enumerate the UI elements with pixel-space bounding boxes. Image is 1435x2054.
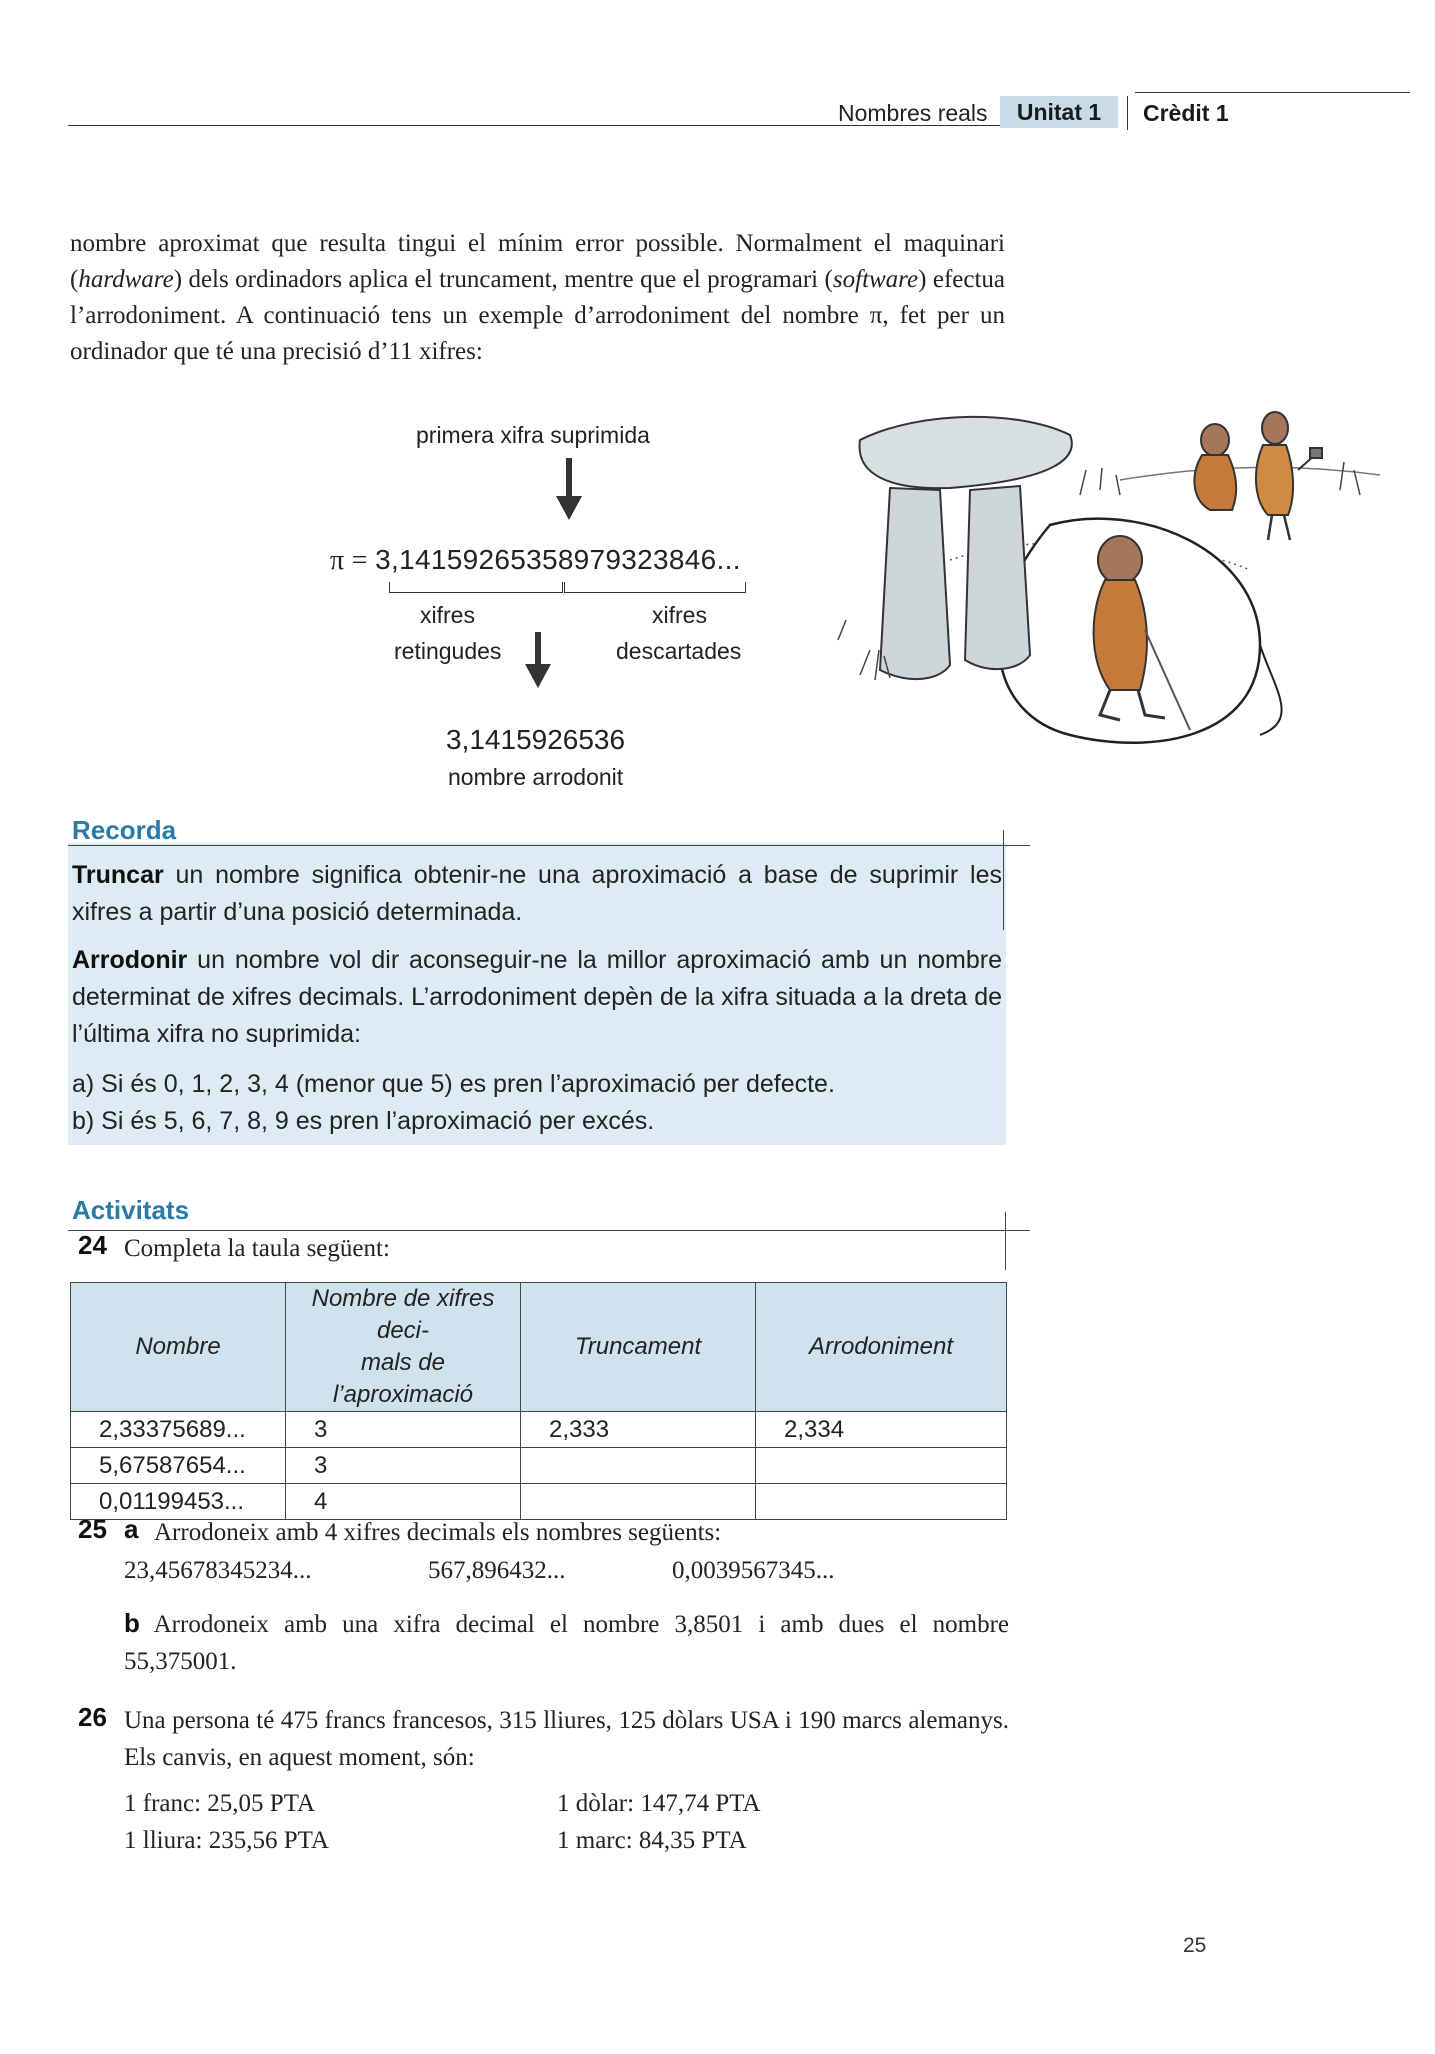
th-nombre: Nombre <box>71 1283 286 1412</box>
intro-paragraph: nombre aproximat que resulta tingui el mínim error possible. Normalment el maquinari (hardware) dels ordinadors aplica el truncament, mentre que el programari (software) efectua l’arrodoniment. A continuació tens un exemple d’arrodoniment del nombre π, fet per un ordinador que té una precisió d’11 xifres: <box>70 230 1006 365</box>
cell[interactable] <box>756 1448 1007 1484</box>
cell: 3 <box>286 1448 521 1484</box>
activity-26-number: 26 <box>78 1702 107 1732</box>
activity-25-number-3: 0,0039567345... <box>672 1557 835 1584</box>
recorda-item-a: a) Si és 0, 1, 2, 3, 4 (menor que 5) es pren l’aproximació per defecte. <box>72 1070 835 1098</box>
activity-24-text: Completa la taula següent: <box>124 1235 390 1262</box>
rate-marc: 1 marc: 84,35 PTA <box>557 1827 747 1854</box>
th-xifres: Nombre de xifres deci- mals de l’aproximació <box>286 1283 521 1412</box>
discarded-label-1: xifres <box>652 602 707 628</box>
header-credit: Crèdit 1 <box>1143 100 1229 126</box>
dolmen-illustration <box>820 400 1400 780</box>
cell[interactable] <box>521 1448 756 1484</box>
cell: 2,33375689... <box>71 1412 286 1448</box>
table-row <box>71 1448 1007 1484</box>
down-arrow-icon <box>566 458 572 498</box>
cell: 4 <box>286 1484 521 1520</box>
activity-26-text: Una persona té 475 francs francesos, 315 lliures, 125 dòlars USA i 190 marcs alemanys. Els canvis, en aquest moment, són: <box>124 1707 1009 1771</box>
recorda-title: Recorda <box>72 815 177 845</box>
down-arrow-2-icon <box>535 632 541 668</box>
recorda-item-b: b) Si és 5, 6, 7, 8, 9 es pren l’aproximació per excés. <box>72 1107 655 1135</box>
recorda-rule <box>68 845 1030 846</box>
down-arrow-2-head-icon <box>525 664 551 688</box>
down-arrow-head-icon <box>556 496 582 520</box>
discarded-digits-bracket <box>564 582 746 593</box>
software-term: software <box>832 266 919 293</box>
hardware-term: hardware <box>78 266 174 293</box>
header-section: Nombres reals <box>838 100 988 126</box>
recorda-vline <box>1003 830 1004 930</box>
activity-25-number: 25 <box>78 1514 107 1544</box>
recorda-arrodonir: Arrodonir un nombre vol dir aconseguir-ne la millor aproximació amb un nombre determinat de xifres decimals. L’arrodoniment depèn de la xifra situada a la dreta de l’última xifra no suprimida: <box>72 946 1002 1048</box>
page-number: 25 <box>1183 1934 1207 1957</box>
activity-25-number-1: 23,45678345234... <box>124 1557 312 1584</box>
kept-digits-bracket <box>389 582 563 593</box>
activity-25b: b Arrodoneix amb una xifra decimal el nombre 3,8501 i amb dues el nombre 55,375001. <box>124 1608 1009 1675</box>
activity-25a-text: Arrodoneix amb 4 xifres decimals els nombres següents: <box>154 1519 722 1546</box>
header-separator <box>1127 96 1128 130</box>
discarded-label-2: descartades <box>616 638 742 664</box>
cell[interactable] <box>756 1484 1007 1520</box>
table-row <box>71 1412 1007 1448</box>
activity-25a-label: a <box>124 1514 139 1544</box>
header-rule-right <box>1135 92 1410 93</box>
kept-label-1: xifres <box>420 602 475 628</box>
kept-label-2: retingudes <box>394 638 502 664</box>
activity-24-number: 24 <box>78 1230 107 1260</box>
rate-lliura: 1 lliura: 235,56 PTA <box>124 1827 329 1854</box>
th-arrodoniment: Arrodoniment <box>756 1283 1007 1412</box>
first-suppressed-label: primera xifra suprimida <box>416 422 650 448</box>
recorda-truncar: Truncar un nombre significa obtenir-ne una aproximació a base de suprimir les xifres a partir d’una posició determinada. <box>72 861 1002 926</box>
cell: 5,67587654... <box>71 1448 286 1484</box>
rate-franc: 1 franc: 25,05 PTA <box>124 1790 316 1817</box>
rounded-value: 3,1415926536 <box>446 724 626 755</box>
th-truncament: Truncament <box>521 1283 756 1412</box>
activity-25-number-2: 567,896432... <box>428 1557 566 1584</box>
activitats-title: Activitats <box>72 1195 190 1225</box>
rate-dolar: 1 dòlar: 147,74 PTA <box>557 1790 761 1817</box>
header-unit: Unitat 1 <box>1000 96 1118 128</box>
rounding-table <box>70 1282 1007 1520</box>
activitats-vline <box>1005 1212 1006 1270</box>
pi-expansion: π = 3,14159265358979323846... <box>330 544 741 576</box>
cell: 2,334 <box>756 1412 1007 1448</box>
cell: 2,333 <box>521 1412 756 1448</box>
cell: 0,01199453... <box>71 1484 286 1520</box>
rounded-label: nombre arrodonit <box>448 764 624 790</box>
cell: 3 <box>286 1412 521 1448</box>
